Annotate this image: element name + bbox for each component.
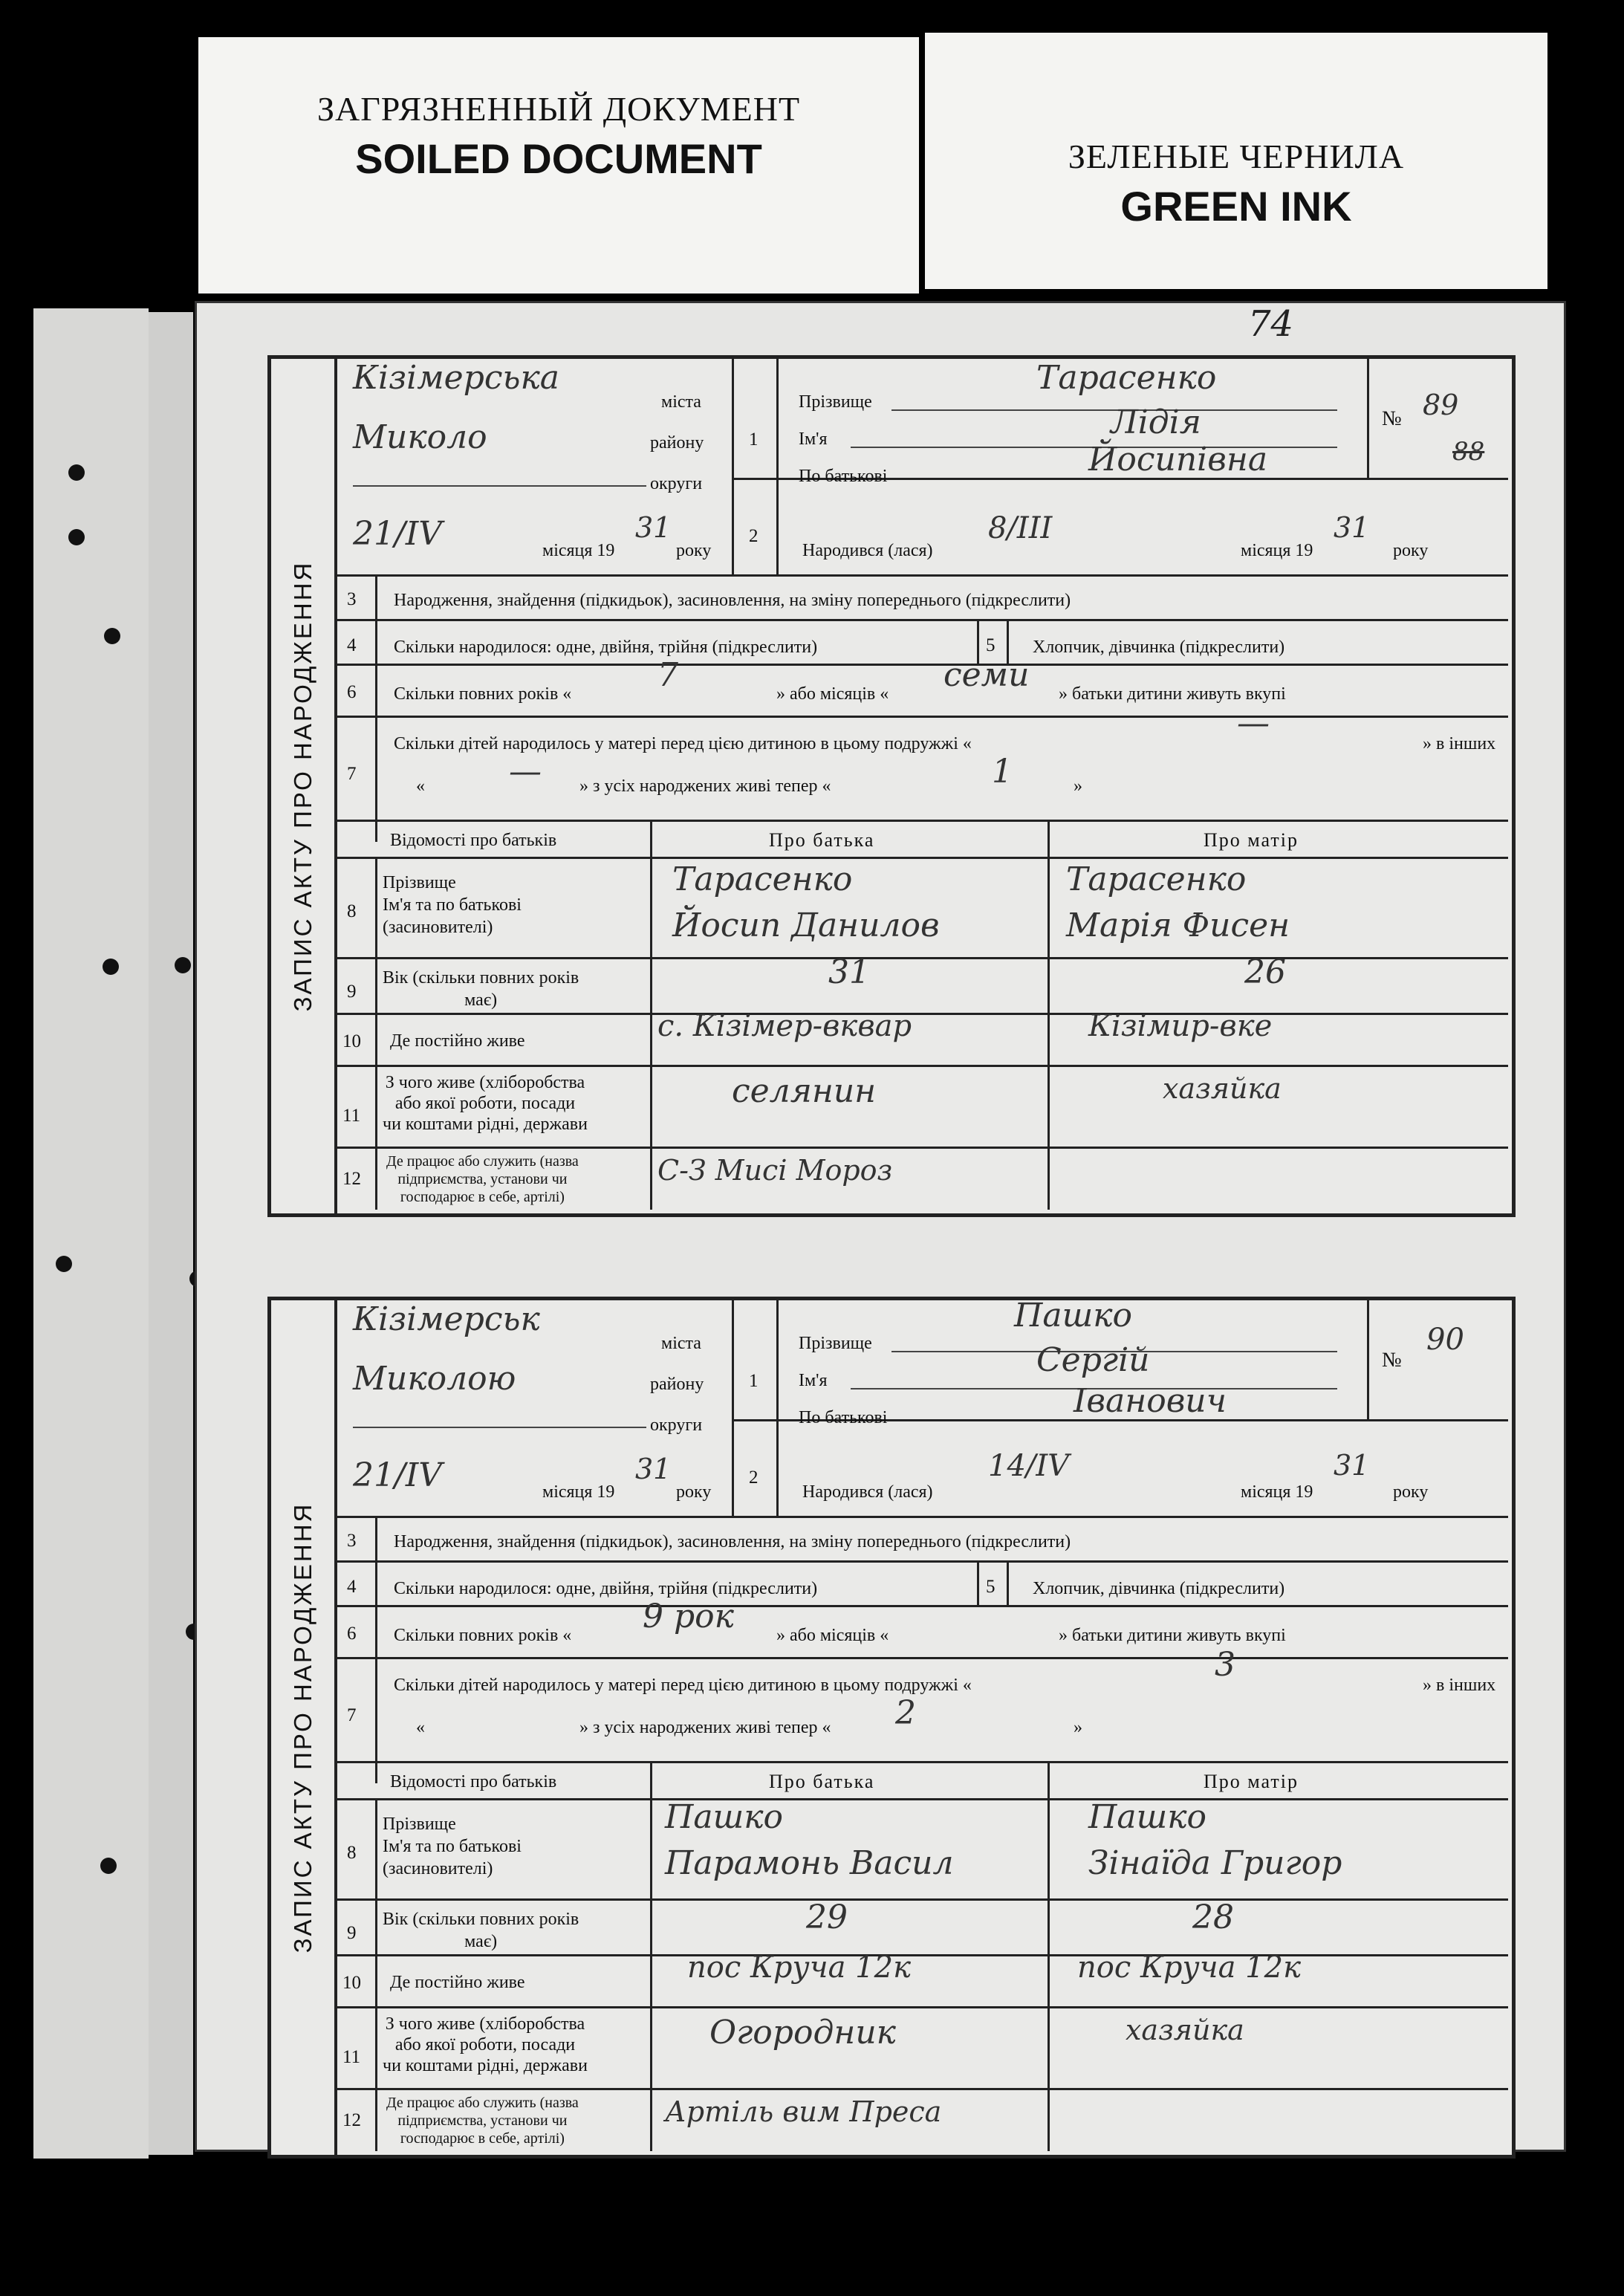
city-label: міста [661,1334,701,1353]
row8-label: Прізвище Ім'я та по батькові (засиновителі) [383,873,522,937]
row5-label: Хлопчик, дівчинка (підкреслити) [1033,1579,1285,1598]
mother-header: Про матір [1204,829,1299,851]
surname-label: Прізвище [799,392,872,412]
row7-b: » в інших [1423,734,1496,753]
mother-occupation-value: хазяйка [1126,2014,1244,2046]
row-num-8: 8 [347,1843,357,1863]
row11-label: З чого живе (хліборобства або якої роботи, посади чи коштами рідні, держави [383,2014,588,2075]
row8-label: Прізвище Ім'я та по батькові (засиновителі) [383,1815,522,1878]
okrug-label: округи [650,1415,703,1435]
city-label: міста [661,392,701,412]
father-residence-value: пос Круча 12к [687,1950,911,1985]
row-num-6: 6 [347,1624,357,1644]
father-age-value: 31 [828,953,870,991]
binding-strip [33,308,149,2159]
patronymic-value: Іванович [1074,1382,1227,1420]
year-label: року [676,541,712,560]
row-num-7: 7 [347,764,357,784]
punch-hole [68,464,85,481]
row3-label: Народження, знайдення (підкидьок), засиновлення, на зміну попереднього (підкреслити) [394,1532,1071,1551]
years-together-value: 7 [657,656,678,694]
birth-record-1 [267,355,1516,1217]
year-label: року [676,1482,712,1502]
district-label: району [650,1375,704,1394]
mother-header: Про матір [1204,1771,1299,1792]
row6-a: Скільки повних років « [394,1626,572,1645]
surname-label: Прізвище [799,1334,872,1353]
label-ru-soiled: ЗАГРЯЗНЕННЫЙ ДОКУМЕНТ [316,90,801,128]
row6-b: » або місяців « [776,684,889,704]
children-before-value: 3 [1215,1646,1235,1684]
patronymic-label: По батькові [799,1408,888,1427]
birth-year-value: 31 [1334,511,1370,544]
label-ru-green: ЗЕЛЕНЫЕ ЧЕРНИЛА [1068,137,1405,175]
mother-residence-value: пос Круча 12к [1077,1950,1301,1985]
row-num-4: 4 [347,1577,357,1597]
row-num-5: 5 [986,1577,995,1597]
row3-label: Народження, знайдення (підкидьок), засиновлення, на зміну попереднього (підкреслити) [394,591,1071,610]
row-num-9: 9 [347,982,357,1002]
row9-label: Вік (скільки повних років має) [383,968,579,1010]
name-label: Ім'я [799,429,828,449]
children-alive-value: 2 [895,1694,916,1732]
father-work-value: С-З Мисі Мороз [657,1154,893,1187]
born-label: Народився (лася) [802,541,933,560]
old-number: 88 [1452,437,1485,467]
row7-c: « [416,776,425,796]
month-label: місяця 19 [542,1482,615,1502]
father-occupation-value: Огородник [709,2014,896,2052]
mother-name-value: Пашко Зінаїда Григор [1088,1798,1342,1882]
row-num-2: 2 [749,526,759,546]
row-num-10: 10 [342,1973,361,1993]
row-num-7: 7 [347,1705,357,1725]
row7-d: » з усіх народжених живі тепер « [579,776,831,796]
row12-label: Де працює або служить (назва підприємства, установи чи господарює в себе, артілі) [386,2095,579,2147]
row7-e: » [1074,1718,1082,1737]
row7-a: Скільки дітей народилось у матері перед цією дитиною в цьому подружжі « [394,1676,972,1695]
row10-label: Де постійно живе [390,1031,525,1051]
row7-e: » [1074,776,1082,796]
punch-hole [56,1256,72,1272]
punch-hole [175,957,191,973]
father-name-value: Тарасенко Йосип Данилов [672,860,940,944]
father-header: Про батька [769,1771,875,1792]
row7-a: Скільки дітей народилось у матері перед цією дитиною в цьому подружжі « [394,734,972,753]
page-number: 74 [1248,303,1294,345]
reg-date-value: 21/IV [353,515,442,553]
born-month-label: місяця 19 [1241,541,1313,560]
row4-label: Скільки народилося: одне, двійня, трійня (підкреслити) [394,638,818,657]
row-num-9: 9 [347,1923,357,1943]
mother-name-value: Тарасенко Марія Фисен [1066,860,1290,944]
surname-value: Пашко [1014,1297,1133,1335]
born-label: Народився (лася) [802,1482,933,1502]
reg-year-value: 31 [635,511,672,544]
years-together-value: 9 рок [643,1598,734,1635]
row-num-2: 2 [749,1468,759,1488]
place-value: Кізімерська [353,359,559,397]
row-num-3: 3 [347,1531,357,1551]
number-sign: № [1382,1349,1402,1372]
row6-c: » батьки дитини живуть вкупі [1059,1626,1286,1645]
birth-year-value: 31 [1334,1449,1370,1482]
label-en-green: GREEN INK [1120,183,1352,230]
parents-header: Відомості про батьків [390,831,557,850]
row-num-8: 8 [347,901,357,921]
row-num-11: 11 [342,2047,361,2067]
name-value: Лідія [1111,403,1201,441]
month-label: місяця 19 [542,541,615,560]
children-other-value: — [509,753,542,791]
row-num-6: 6 [347,682,357,702]
mother-residence-value: Кізімир-вке [1088,1009,1273,1043]
row7-b: » в інших [1423,1676,1496,1695]
row12-label: Де працює або служить (назва підприємства, установи чи господарює в себе, артілі) [386,1153,579,1205]
father-occupation-value: селянин [732,1072,877,1110]
name-label: Ім'я [799,1371,828,1390]
side-title-text: ЗАПИС АКТУ ПРО НАРОДЖЕННЯ [288,1502,316,1953]
record-number: 90 [1426,1323,1464,1357]
punch-hole [103,959,119,975]
place-value: Кізімерськ [353,1300,540,1338]
birth-record-2 [267,1297,1516,2159]
born-year-label: року [1393,1482,1429,1502]
row-num-1: 1 [749,1371,759,1391]
father-residence-value: с. Кізімер-вквар [657,1009,912,1043]
row-num-11: 11 [342,1106,361,1126]
row-num-1: 1 [749,429,759,450]
row-num-10: 10 [342,1031,361,1051]
row-num-12: 12 [342,2110,361,2130]
parents-header: Відомості про батьків [390,1772,557,1791]
patronymic-label: По батькові [799,467,888,486]
row-num-5: 5 [986,635,995,655]
children-alive-value: 1 [992,753,1013,791]
father-work-value: Артіль вим Преса [665,2095,942,2128]
row-num-3: 3 [347,589,357,609]
row7-d: » з усіх народжених живі тепер « [579,1718,831,1737]
row6-c: » батьки дитини живуть вкупі [1059,684,1286,704]
record-number: 89 [1423,389,1459,421]
row9-label: Вік (скільки повних років має) [383,1910,579,1951]
birth-date-value: 14/IV [988,1449,1070,1483]
mother-occupation-value: хазяйка [1163,1072,1282,1105]
row11-label: З чого живе (хліборобства або якої роботи, посади чи коштами рідні, держави [383,1073,588,1134]
row-num-4: 4 [347,635,357,655]
punch-hole [100,1858,117,1874]
binding-edge [149,312,193,2155]
row10-label: Де постійно живе [390,1973,525,1992]
birth-date-value: 8/III [988,511,1053,545]
label-en-soiled: SOILED DOCUMENT [355,135,762,182]
side-title-text: ЗАПИС АКТУ ПРО НАРОДЖЕННЯ [288,560,316,1012]
father-age-value: 29 [806,1898,848,1936]
father-header: Про батька [769,829,875,851]
side-title [271,359,337,1213]
punch-hole [104,628,120,644]
reg-date-value: 21/IV [353,1456,442,1494]
punch-hole [68,529,85,545]
place-value-2: Миколо [353,418,487,456]
soiled-document-label [198,37,919,294]
born-month-label: місяця 19 [1241,1482,1313,1502]
place-value-2: Миколою [353,1360,516,1398]
name-value: Сергій [1036,1341,1150,1379]
surname-value: Тарасенко [1036,359,1217,397]
reg-year-value: 31 [635,1453,672,1485]
months-together-value: семи [943,656,1030,694]
okrug-label: округи [650,474,703,493]
children-before-value: — [1237,704,1270,742]
row6-a: Скільки повних років « [394,684,572,704]
row6-b: » або місяців « [776,1626,889,1645]
green-ink-label [925,33,1547,289]
district-label: району [650,433,704,453]
father-name-value: Пашко Парамонь Васил [665,1798,954,1882]
mother-age-value: 26 [1244,953,1286,991]
row7-c: « [416,1718,425,1737]
row-num-12: 12 [342,1169,361,1189]
row4-label: Скільки народилося: одне, двійня, трійня (підкреслити) [394,1579,818,1598]
patronymic-value: Йосипівна [1088,441,1268,479]
row5-label: Хлопчик, дівчинка (підкреслити) [1033,638,1285,657]
mother-age-value: 28 [1192,1898,1234,1936]
side-title [271,1300,337,2155]
number-sign: № [1382,407,1402,430]
born-year-label: року [1393,541,1429,560]
